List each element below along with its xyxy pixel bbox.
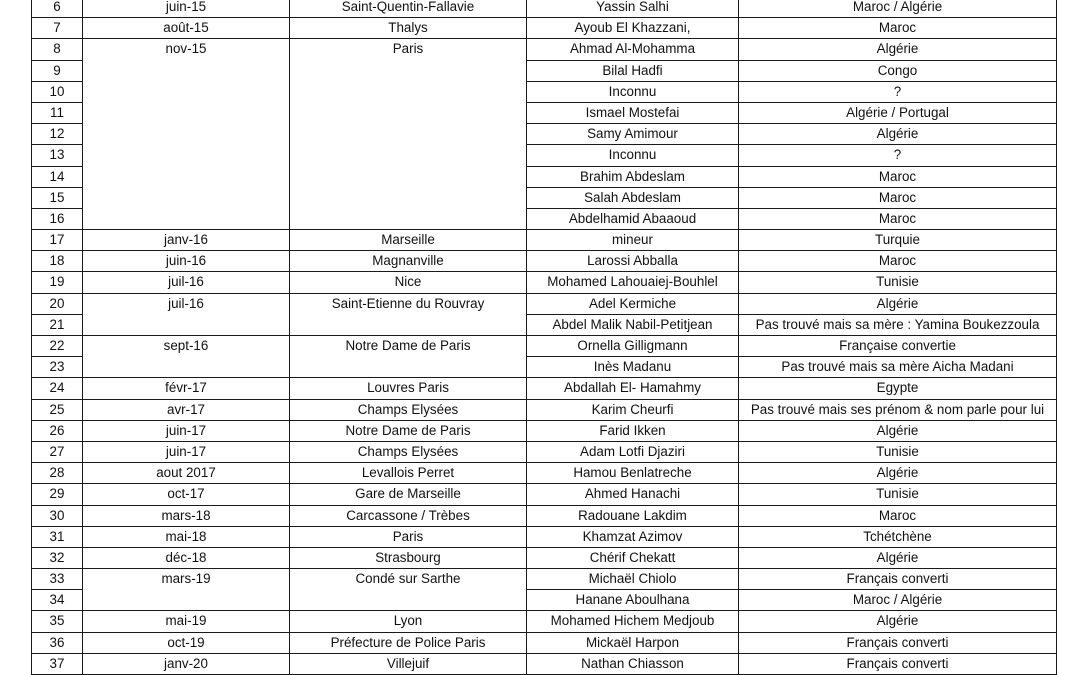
place-cell: Champs Elysées (290, 441, 527, 462)
table-body (32, 0, 1057, 675)
name-cell: Karim Cheurfi (527, 399, 739, 420)
row-number-cell: 37 (32, 653, 83, 674)
name-cell: Michaël Chiolo (527, 569, 739, 590)
date-cell: janv-20 (83, 653, 290, 674)
date-cell: juil-16 (83, 272, 290, 293)
table-row (32, 0, 1057, 18)
row-number-cell: 15 (32, 187, 83, 208)
nationality-cell: Algérie (739, 124, 1057, 145)
name-cell: Ahmad Al-Mohamma (527, 39, 739, 60)
name-cell: Mohamed Hichem Medjoub (527, 611, 739, 632)
row-number-cell: 24 (32, 378, 83, 399)
name-cell: Bilal Hadfi (527, 60, 739, 81)
date-cell: sept-16 (83, 336, 290, 378)
table-row (32, 463, 1057, 484)
place-cell: Magnanville (290, 251, 527, 272)
name-cell: Hamou Benlatreche (527, 463, 739, 484)
name-cell: Abdelhamid Abaaoud (527, 208, 739, 229)
table-row (32, 272, 1057, 293)
date-cell: janv-16 (83, 230, 290, 251)
place-cell: Thalys (290, 18, 527, 39)
place-cell: Condé sur Sarthe (290, 569, 527, 611)
table-row (32, 547, 1057, 568)
name-cell: Samy Amimour (527, 124, 739, 145)
table-row (32, 632, 1057, 653)
nationality-cell: Algérie (739, 547, 1057, 568)
nationality-cell: Algérie (739, 293, 1057, 314)
row-number-cell: 7 (32, 18, 83, 39)
nationality-cell: Maroc (739, 208, 1057, 229)
name-cell: Salah Abdeslam (527, 187, 739, 208)
row-number-cell: 12 (32, 124, 83, 145)
name-cell: Ayoub El Khazzani, (527, 18, 739, 39)
date-cell: juin-17 (83, 420, 290, 441)
date-cell: mars-19 (83, 569, 290, 611)
row-number-cell: 17 (32, 230, 83, 251)
table-row (32, 293, 1057, 314)
nationality-cell: Pas trouvé mais ses prénom & nom parle pour lui (739, 399, 1057, 420)
nationality-cell: Algérie (739, 39, 1057, 60)
row-number-cell: 9 (32, 60, 83, 81)
row-number-cell: 27 (32, 441, 83, 462)
name-cell: Inès Madanu (527, 357, 739, 378)
row-number-cell: 16 (32, 208, 83, 229)
table-row (32, 526, 1057, 547)
row-number-cell: 11 (32, 102, 83, 123)
table-row (32, 420, 1057, 441)
place-cell: Notre Dame de Paris (290, 420, 527, 441)
row-number-cell: 6 (32, 0, 83, 18)
name-cell: Abdel Malik Nabil-Petitjean (527, 314, 739, 335)
name-cell: Ornella Gilligmann (527, 336, 739, 357)
table-row (32, 505, 1057, 526)
name-cell: Chérif Chekatt (527, 547, 739, 568)
nationality-cell: Maroc / Algérie (739, 0, 1057, 18)
table-row (32, 569, 1057, 590)
date-cell: oct-19 (83, 632, 290, 653)
table-row (32, 441, 1057, 462)
date-cell: nov-15 (83, 39, 290, 230)
place-cell: Paris (290, 526, 527, 547)
name-cell: Ahmed Hanachi (527, 484, 739, 505)
nationality-cell: Algérie / Portugal (739, 102, 1057, 123)
table-row (32, 336, 1057, 357)
nationality-cell: Maroc (739, 18, 1057, 39)
row-number-cell: 10 (32, 81, 83, 102)
row-number-cell: 25 (32, 399, 83, 420)
nationality-cell: Pas trouvé mais sa mère Aicha Madani (739, 357, 1057, 378)
nationality-cell: Tunisie (739, 272, 1057, 293)
nationality-cell: Français converti (739, 632, 1057, 653)
row-number-cell: 32 (32, 547, 83, 568)
table-row (32, 399, 1057, 420)
attacks-table (31, 0, 1057, 675)
place-cell: Notre Dame de Paris (290, 336, 527, 378)
name-cell: Khamzat Azimov (527, 526, 739, 547)
row-number-cell: 33 (32, 569, 83, 590)
nationality-cell: Algérie (739, 463, 1057, 484)
row-number-cell: 13 (32, 145, 83, 166)
place-cell: Villejuif (290, 653, 527, 674)
place-cell: Saint-Quentin-Fallavie (290, 0, 527, 18)
row-number-cell: 31 (32, 526, 83, 547)
place-cell: Strasbourg (290, 547, 527, 568)
nationality-cell: Turquie (739, 230, 1057, 251)
nationality-cell: Maroc (739, 505, 1057, 526)
name-cell: Inconnu (527, 145, 739, 166)
name-cell: Yassin Salhi (527, 0, 739, 18)
date-cell: juil-16 (83, 293, 290, 335)
date-cell: oct-17 (83, 484, 290, 505)
nationality-cell: Maroc (739, 251, 1057, 272)
spreadsheet-page (31, 0, 1056, 675)
place-cell: Préfecture de Police Paris (290, 632, 527, 653)
name-cell: Ismael Mostefai (527, 102, 739, 123)
place-cell: Marseille (290, 230, 527, 251)
row-number-cell: 26 (32, 420, 83, 441)
name-cell: Radouane Lakdim (527, 505, 739, 526)
nationality-cell: Congo (739, 60, 1057, 81)
name-cell: Brahim Abdeslam (527, 166, 739, 187)
nationality-cell: Français converti (739, 569, 1057, 590)
date-cell: juin-17 (83, 441, 290, 462)
date-cell: mai-18 (83, 526, 290, 547)
row-number-cell: 36 (32, 632, 83, 653)
place-cell: Gare de Marseille (290, 484, 527, 505)
nationality-cell: Pas trouvé mais sa mère : Yamina Boukezzoula (739, 314, 1057, 335)
name-cell: mineur (527, 230, 739, 251)
name-cell: Farid Ikken (527, 420, 739, 441)
table-row (32, 611, 1057, 632)
nationality-cell: Egypte (739, 378, 1057, 399)
row-number-cell: 35 (32, 611, 83, 632)
nationality-cell: Algérie (739, 611, 1057, 632)
place-cell: Champs Elysées (290, 399, 527, 420)
table-row (32, 653, 1057, 674)
nationality-cell: Maroc / Algérie (739, 590, 1057, 611)
row-number-cell: 18 (32, 251, 83, 272)
table-row (32, 230, 1057, 251)
table-row (32, 39, 1057, 60)
row-number-cell: 29 (32, 484, 83, 505)
place-cell: Levallois Perret (290, 463, 527, 484)
table-row (32, 251, 1057, 272)
row-number-cell: 21 (32, 314, 83, 335)
name-cell: Mohamed Lahouaiej-Bouhlel (527, 272, 739, 293)
nationality-cell: Algérie (739, 420, 1057, 441)
row-number-cell: 30 (32, 505, 83, 526)
nationality-cell: Tchétchène (739, 526, 1057, 547)
table-row (32, 378, 1057, 399)
nationality-cell: Française convertie (739, 336, 1057, 357)
name-cell: Mickaël Harpon (527, 632, 739, 653)
row-number-cell: 14 (32, 166, 83, 187)
nationality-cell: Tunisie (739, 484, 1057, 505)
table-row (32, 18, 1057, 39)
place-cell: Lyon (290, 611, 527, 632)
nationality-cell: Maroc (739, 187, 1057, 208)
nationality-cell: ? (739, 145, 1057, 166)
row-number-cell: 34 (32, 590, 83, 611)
date-cell: mai-19 (83, 611, 290, 632)
row-number-cell: 8 (32, 39, 83, 60)
date-cell: juin-16 (83, 251, 290, 272)
date-cell: juin-15 (83, 0, 290, 18)
nationality-cell: Maroc (739, 166, 1057, 187)
name-cell: Hanane Aboulhana (527, 590, 739, 611)
date-cell: août-15 (83, 18, 290, 39)
row-number-cell: 23 (32, 357, 83, 378)
date-cell: déc-18 (83, 547, 290, 568)
name-cell: Inconnu (527, 81, 739, 102)
name-cell: Larossi Abballa (527, 251, 739, 272)
name-cell: Adel Kermiche (527, 293, 739, 314)
nationality-cell: Français converti (739, 653, 1057, 674)
row-number-cell: 22 (32, 336, 83, 357)
name-cell: Adam Lotfi Djaziri (527, 441, 739, 462)
place-cell: Paris (290, 39, 527, 230)
nationality-cell: Tunisie (739, 441, 1057, 462)
place-cell: Louvres Paris (290, 378, 527, 399)
date-cell: aout 2017 (83, 463, 290, 484)
place-cell: Saint-Etienne du Rouvray (290, 293, 527, 335)
date-cell: févr-17 (83, 378, 290, 399)
place-cell: Nice (290, 272, 527, 293)
name-cell: Abdallah El- Hamahmy (527, 378, 739, 399)
name-cell: Nathan Chiasson (527, 653, 739, 674)
nationality-cell: ? (739, 81, 1057, 102)
row-number-cell: 28 (32, 463, 83, 484)
place-cell: Carcassone / Trèbes (290, 505, 527, 526)
table-row (32, 484, 1057, 505)
row-number-cell: 20 (32, 293, 83, 314)
row-number-cell: 19 (32, 272, 83, 293)
date-cell: mars-18 (83, 505, 290, 526)
date-cell: avr-17 (83, 399, 290, 420)
